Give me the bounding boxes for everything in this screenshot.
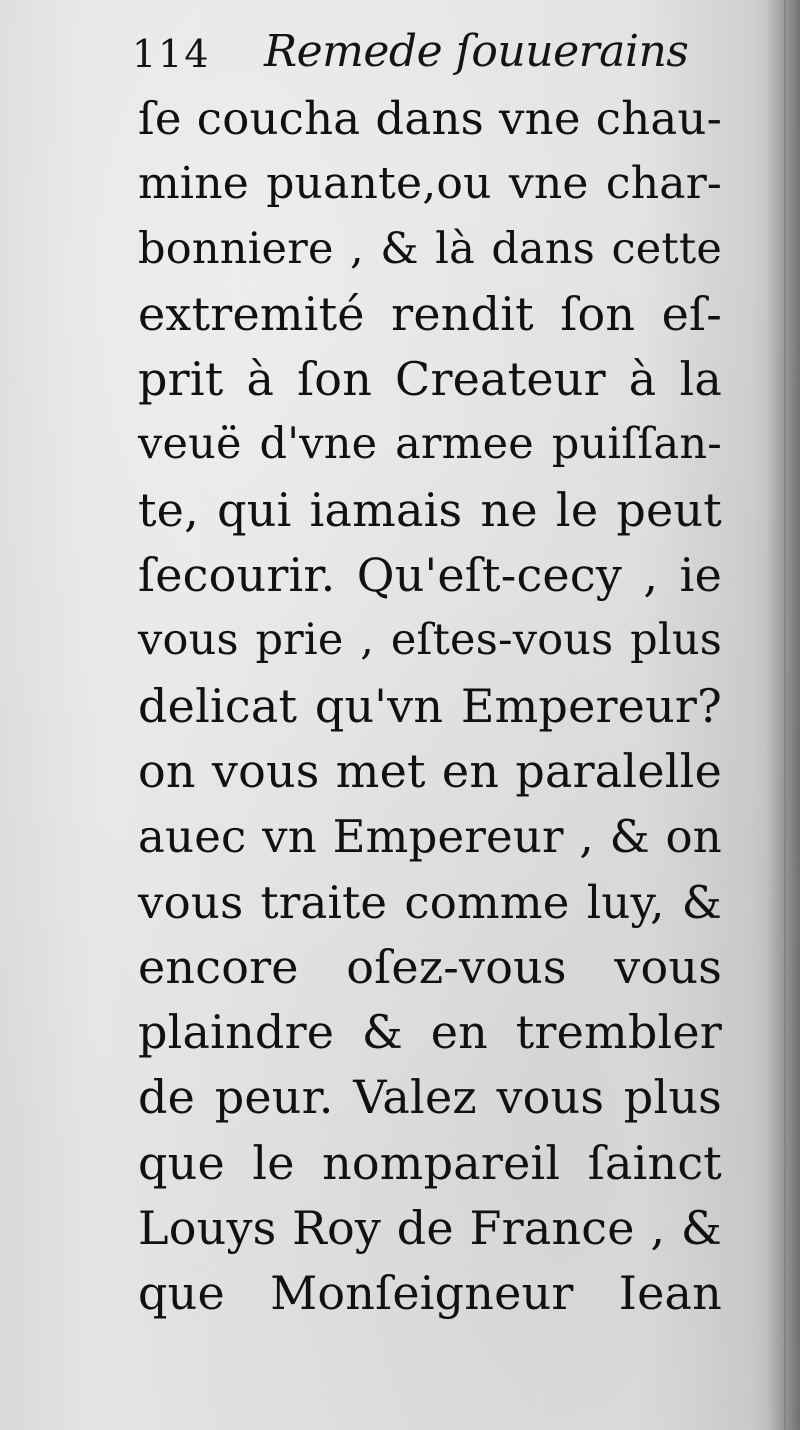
text-line: que Monſeigneur Iean xyxy=(138,1266,722,1321)
text-line: vous traite comme luy, & xyxy=(138,875,722,929)
text-line: ſe coucha dans vne chau- xyxy=(138,92,722,145)
running-head: Remede ſouuerains xyxy=(264,26,689,77)
text-line: vous prie , eſtes-vous plus xyxy=(138,615,722,666)
page-header xyxy=(132,20,692,80)
page-edge xyxy=(784,0,786,1430)
body-text xyxy=(138,86,722,1327)
text-line: veuë d'vne armee puiſſan- xyxy=(138,419,722,470)
text-line: on vous met en paralelle xyxy=(138,743,722,798)
text-line: plaindre & en trembler xyxy=(138,1005,722,1060)
text-line: de peur. Valez vous plus xyxy=(138,1070,722,1125)
text-line: extremité rendit ſon eſ- xyxy=(138,286,722,341)
text-line: mine puante,ou vne char- xyxy=(138,158,722,210)
text-line: encore oſez-vous vous xyxy=(138,939,722,994)
text-line: te, qui iamais ne le peut xyxy=(138,482,722,537)
page-number: 114 xyxy=(132,32,211,76)
text-line: ſecourir. Qu'eſt-cecy , ie xyxy=(138,548,722,603)
text-line: bonniere , & là dans cette xyxy=(138,223,722,274)
page-gutter-shadow xyxy=(766,0,800,1430)
text-line: delicat qu'vn Empereur? xyxy=(138,678,722,733)
text-line: prit à ſon Createur à la xyxy=(138,352,722,407)
text-line: que le nompareil ſainct xyxy=(138,1135,722,1190)
text-line: auec vn Empereur , & on xyxy=(138,810,722,864)
text-line: Louys Roy de France , & xyxy=(138,1201,722,1256)
